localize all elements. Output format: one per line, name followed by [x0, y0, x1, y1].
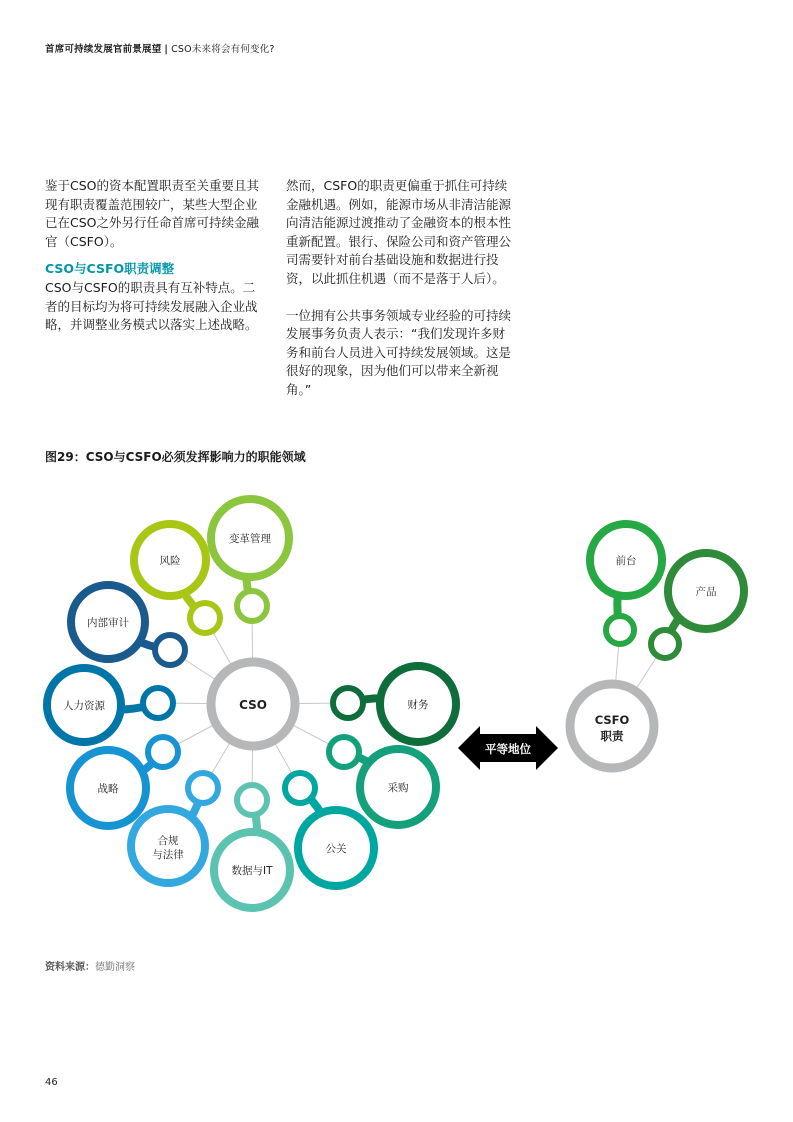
- csfo-hub: [570, 684, 654, 768]
- csfo-hub-label-line1: CSFO: [594, 713, 630, 727]
- cso-function-label: 内部审计: [87, 617, 129, 629]
- cso-function-small-ring: [333, 688, 363, 718]
- cso-hub: [211, 662, 295, 746]
- cso-function-label-line1: 合规: [157, 835, 179, 847]
- right-paragraph-1: 然而，CSFO的职责更偏重于抓住可持续金融机遇。例如，能源市场从非清洁能源向清洁能源过渡推动了金融资本的根本性重新配置。银行、保险公司和资产管理公司需要针对前台基础设施和数据进行投资，以此抓住机遇（而不是落于人后）。: [286, 178, 512, 286]
- source-label: 资料来源：: [45, 962, 95, 973]
- cso-function-small-ring: [188, 773, 218, 803]
- figure-title: 图29：CSO与CSFO必须发挥影响力的职能领域: [45, 450, 306, 464]
- cso-hub-label: CSO: [239, 698, 267, 712]
- cso-function-small-ring: [237, 591, 267, 621]
- right-column: [286, 177, 511, 400]
- cso-function-small-ring: [285, 773, 315, 803]
- cso-function-small-ring: [143, 688, 173, 718]
- header-title: 首席可持续发展官前景展望: [45, 44, 162, 55]
- cso-function-label: 采购: [387, 782, 409, 794]
- left-paragraph-1: 鉴于CSO的资本配置职责至关重要且其现有职责覆盖范围较广，某些大型企业已在CSO之外另行任命首席可持续金融官（CSFO）。: [45, 178, 260, 249]
- header-subtitle: CSO未来将会有何变化?: [171, 44, 275, 55]
- page-header: [45, 41, 275, 55]
- cso-function-label-line2: 与法律: [152, 849, 184, 861]
- csfo-function-small-ring: [606, 616, 634, 644]
- cso-function-label: 风险: [159, 555, 181, 567]
- source-value: 德勤洞察: [95, 962, 135, 973]
- cso-function-label: 财务: [407, 699, 429, 711]
- cso-function-label: 公关: [325, 843, 347, 855]
- left-paragraph-2: CSO与CSFO的职责具有互补特点。二者的目标均为将可持续发展融入企业战略，并调整业务模式以落实上述战略。: [45, 279, 258, 333]
- csfo-hub-label-line2: 职责: [600, 729, 624, 743]
- cso-function-small-ring: [148, 737, 178, 767]
- header-separator: |: [164, 44, 169, 55]
- left-column: [45, 177, 267, 335]
- csfo-function-label: 产品: [695, 586, 717, 598]
- source-note: [45, 958, 135, 973]
- csfo-function-small-ring: [651, 630, 679, 658]
- page-number: 46: [45, 1077, 58, 1088]
- cso-function-small-ring: [329, 737, 359, 767]
- cso-function-small-ring: [155, 635, 185, 665]
- equal-status-label: 平等地位: [485, 742, 531, 756]
- right-paragraph-2: 一位拥有公共事务领域专业经验的可持续发展事务负责人表示：“我们发现许多财务和前台人员进入可持续发展领域。这是很好的现象，因为他们可以带来全新视角。”: [286, 307, 512, 397]
- equal-status-arrow: [458, 726, 558, 770]
- csfo-function-label: 前台: [615, 555, 637, 567]
- cso-function-small-ring: [237, 785, 267, 815]
- functions-diagram: [0, 470, 793, 930]
- cso-function-label: 变革管理: [229, 533, 271, 545]
- cso-function-label: 人力资源: [63, 700, 105, 712]
- cso-function-label: 数据与IT: [231, 865, 273, 877]
- cso-function-small-ring: [190, 603, 220, 633]
- cso-function-label: 战略: [97, 783, 119, 795]
- section-heading: CSO与CSFO职责调整: [45, 261, 175, 277]
